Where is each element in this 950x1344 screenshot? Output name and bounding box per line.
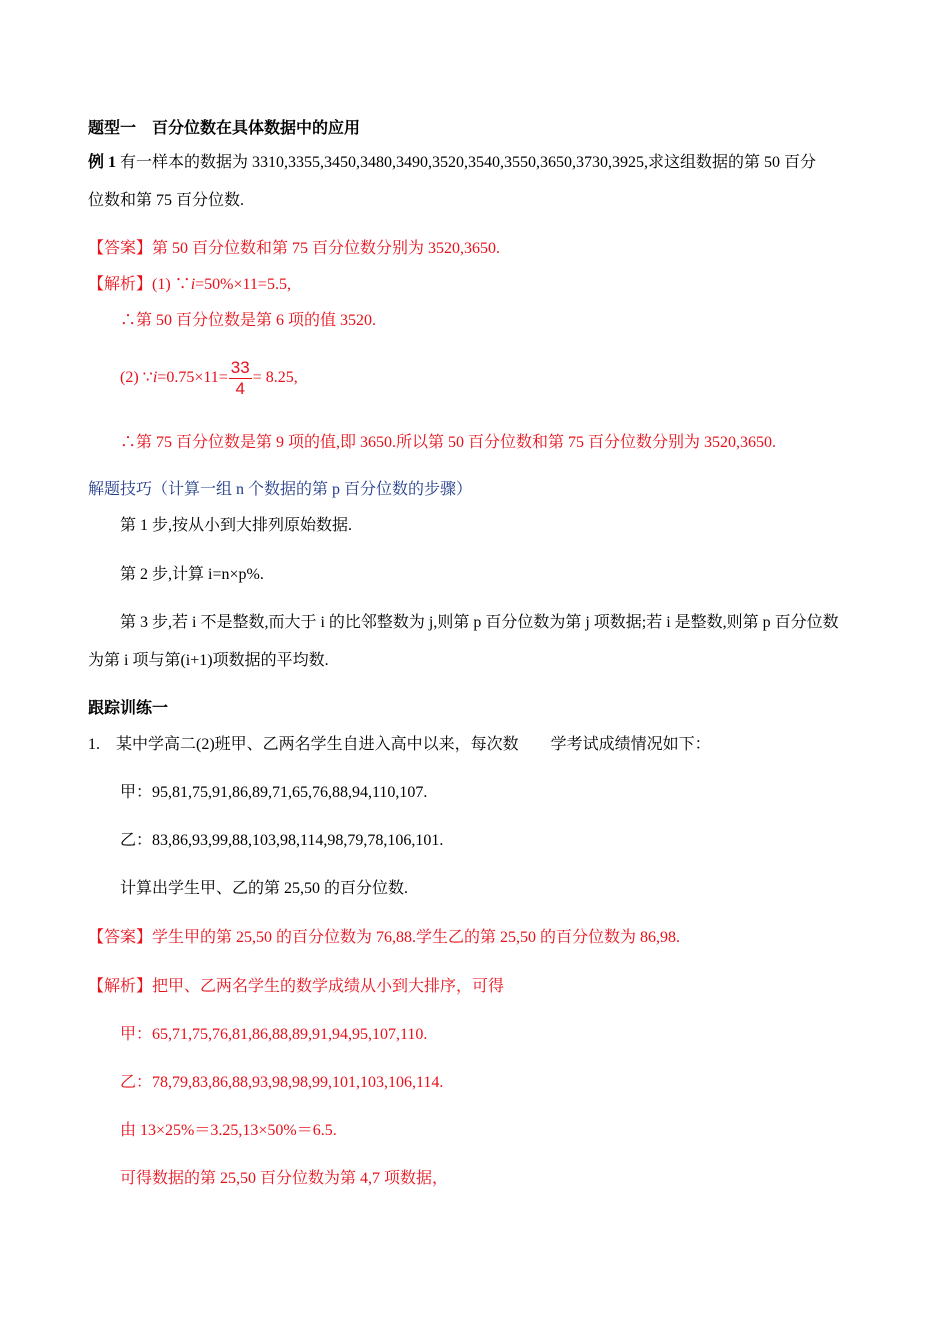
analysis-2-calc: 由 13×25%＝3.25,13×50%＝6.5.: [120, 1122, 337, 1139]
example-label: 例 1: [88, 154, 117, 171]
step2-prefix: (2) ∵: [120, 369, 153, 386]
analysis-1-step-1: [88, 274, 291, 296]
analysis-tag: 【解析】: [88, 978, 153, 995]
sorted-jia: 甲：65,71,75,76,81,86,88,89,91,94,95,107,110.: [120, 1026, 428, 1043]
answer-1: [88, 238, 500, 260]
example-1-line-1: [88, 152, 816, 174]
analysis-2-intro: [88, 976, 504, 998]
tips-title: 解题技巧（计算一组 n 个数据的第 p 百分位数的步骤）: [88, 481, 473, 498]
analysis-1-conclusion-2: ∴第 75 百分位数是第 9 项的值,即 3650.所以第 50 百分位数和第 75 百分位数分别为 3520,3650.: [120, 434, 777, 451]
section-title: 题型一 百分位数在具体数据中的应用: [88, 120, 361, 137]
question-1: [88, 734, 711, 756]
answer-text: 学生甲的第 25,50 的百分位数为 76,88.学生乙的第 25,50 的百分位数为 86,98.: [152, 929, 681, 946]
analysis-2-conclusion: 可得数据的第 25,50 百分位数为第 4,7 项数据，: [120, 1170, 449, 1187]
answer-tag: 【答案】: [88, 929, 153, 946]
variable-i: i: [190, 276, 196, 293]
fraction-denominator: 4: [235, 378, 245, 398]
question-number: 1.: [88, 736, 100, 753]
answer-tag: 【答案】: [88, 240, 153, 257]
step1-calc: =50%×11=5.5,: [195, 276, 291, 293]
question-text: 某中学高二(2)班甲、乙两名学生自进入高中以来，每次数 学考试成绩情况如下：: [116, 736, 711, 753]
answer-text: 第 50 百分位数和第 75 百分位数分别为 3520,3650.: [152, 240, 501, 257]
scores-jia: 甲：95,81,75,91,86,89,71,65,76,88,94,110,107.: [120, 784, 428, 801]
analysis-1-conclusion-1: ∴第 50 百分位数是第 6 项的值 3520.: [120, 312, 377, 329]
example-1-line-2: 位数和第 75 百分位数.: [88, 192, 245, 209]
step1-prefix: (1) ∵: [152, 276, 191, 293]
fraction: [229, 358, 252, 399]
analysis-intro-text: 把甲、乙两名学生的数学成绩从小到大排序，可得: [152, 978, 505, 995]
step2-result: = 8.25,: [252, 369, 298, 386]
tips-step-2: 第 2 步,计算 i=n×p%.: [120, 566, 264, 583]
analysis-1-step-2: [120, 356, 298, 400]
sorted-yi: 乙：78,79,83,86,88,93,98,98,99,101,103,106,114.: [120, 1074, 444, 1091]
analysis-tag: 【解析】: [88, 276, 153, 293]
practice-title: 跟踪训练一: [88, 700, 169, 717]
scores-yi: 乙：83,86,93,99,88,103,98,114,98,79,78,106,101.: [120, 832, 444, 849]
answer-2: [88, 927, 680, 949]
tips-step-3-line-2: 为第 i 项与第(i+1)项数据的平均数.: [88, 652, 329, 669]
question-ask: 计算出学生甲、乙的第 25,50 的百分位数.: [120, 880, 409, 897]
tips-step-1: 第 1 步,按从小到大排列原始数据.: [120, 517, 353, 534]
fraction-numerator: 33: [230, 357, 250, 377]
tips-step-3-line-1: 第 3 步,若 i 不是整数,而大于 i 的比邻整数为 j,则第 p 百分位数为第 j 项数据;若 i 是整数,则第 p 百分位数: [120, 614, 839, 631]
example-text: 有一样本的数据为 3310,3355,3450,3480,3490,3520,3540,3550,3650,3730,3925,求这组数据的第 50 百分: [120, 154, 817, 171]
variable-i: i: [152, 369, 158, 386]
step2-calc: =0.75×11=: [157, 369, 228, 386]
